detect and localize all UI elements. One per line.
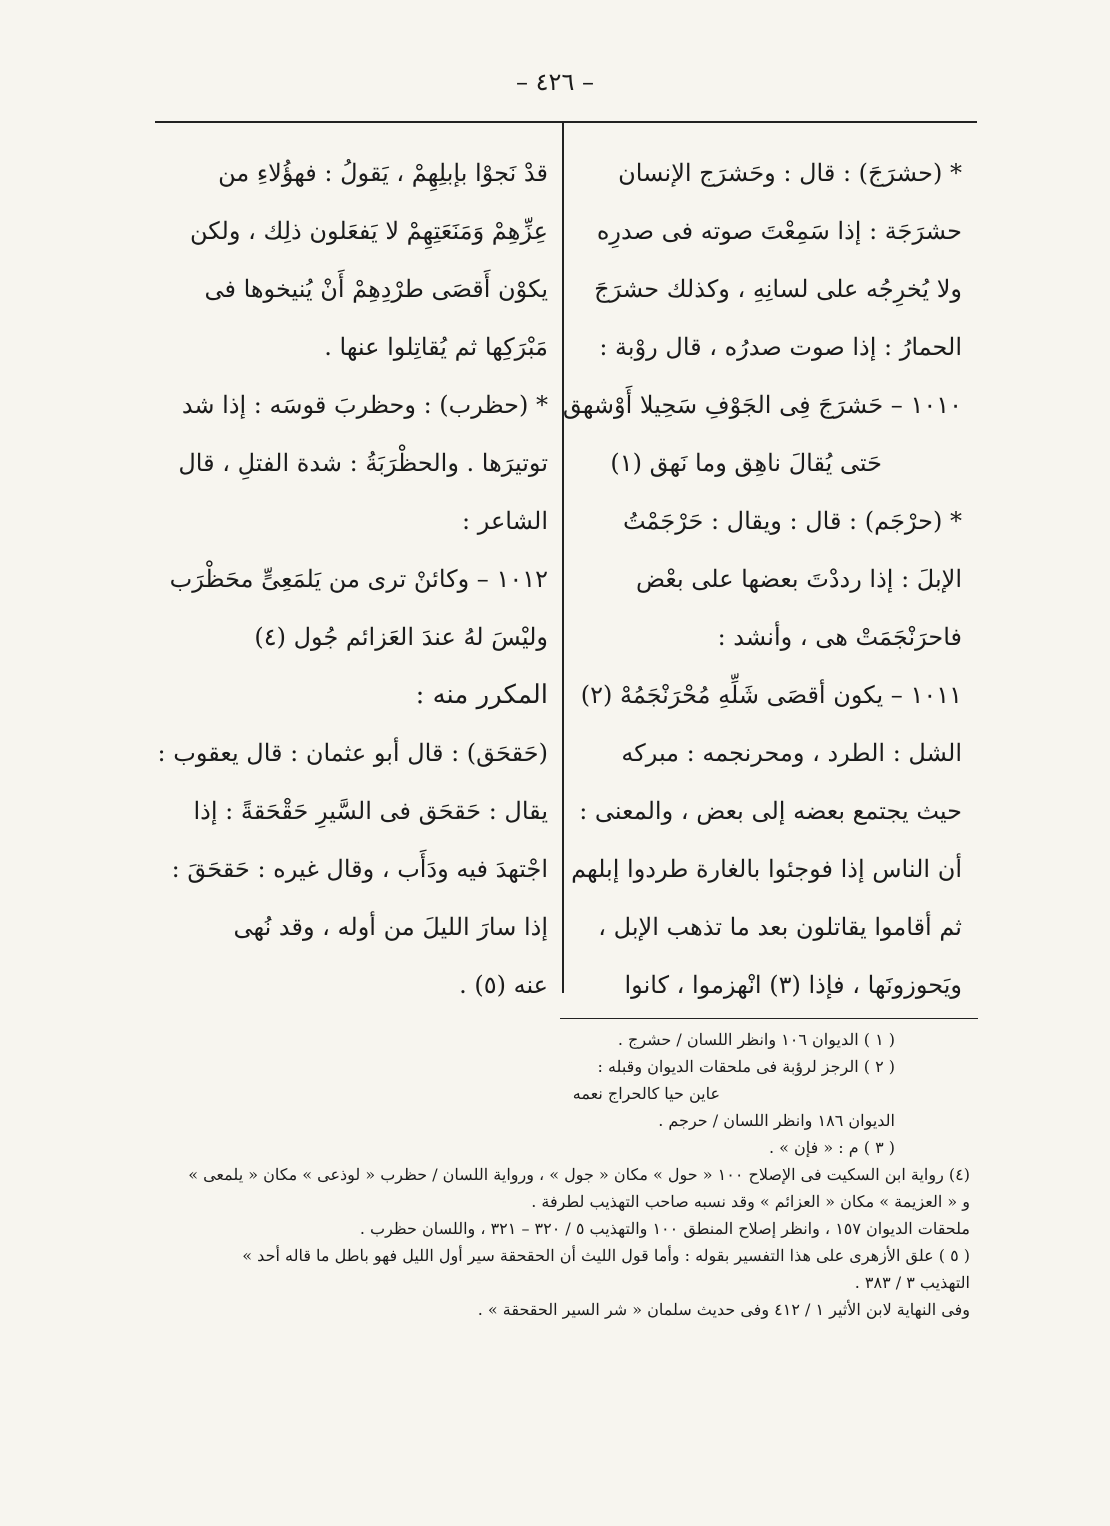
text-line: اجْتهدَ فيه ودَأَب ، وقال غيره : حَقحَقَ : [171, 855, 548, 883]
text-line: ويَحوزونَها ، فإذا (٣) انْهزموا ، كانوا [624, 971, 962, 999]
text-line: يكوْن أَقصَى طرْدِهِمْ أَنْ يُنيخوها فى [204, 275, 548, 303]
footnote: و « العزيمة » مكان « العزائم » وقد نسبه صاحب التهذيب لطرفة . [531, 1192, 970, 1211]
footnote: التهذيب ٣ / ٣٨٣ . [854, 1273, 970, 1292]
text-line: توتيرَها . والحظْرَبَةُ : شدة الفتلِ ، قال [178, 449, 548, 477]
right-column [562, 148, 962, 1018]
text-line: يقال : حَقحَق فى السَّيرِ حَقْحَقةً : إذا [193, 797, 548, 825]
text-line: ولا يُخرِجُه على لسانِهِ ، وكذلك حشرَجَ [594, 275, 962, 303]
footnotes [155, 1026, 970, 1323]
verse-line: ١٠١٢ – وكائنْ ترى من يَلمَعِىٍّ محَظْرَب [169, 565, 548, 593]
verse-line: ١٠١٠ – حَشرَجَ فِى الجَوْفِ سَحِيلا أَوْشهق [562, 391, 962, 419]
verse-line: حَتى يُقالَ ناهِق وما نَهق (١) [610, 449, 882, 477]
column-divider [562, 123, 564, 993]
footnote-rule [560, 1018, 978, 1019]
text-line: قدْ نَجوْا بإبلِهِمْ ، يَقولُ : فهؤُلاءِ من [218, 159, 548, 187]
footnote-verse: عاين حيا كالحراج نعمه [572, 1084, 720, 1103]
footnote: ( ٥ ) علق الأزهرى على هذا التفسير بقوله : وأما قول الليث أن الحقحقة سير أول الليل فهو باطل ما قاله أحد » [242, 1246, 970, 1265]
text-line: الشاعر : [462, 507, 548, 535]
footnote: (٤) رواية ابن السكيت فى الإصلاح ١٠٠ « حول » مكان « جول » ، ورواية اللسان / حظرب « لوذعى » مكان « يلمعى » [188, 1165, 970, 1184]
text-line: حيث يجتمع بعضه إلى بعض ، والمعنى : [579, 797, 962, 825]
text-line: فاحرَنْجَمَتْ هى ، وأنشد : [717, 623, 962, 651]
text-line: * (حشرَجَ) : قال : وحَشرَج الإنسان [618, 159, 962, 187]
text-line: ثم أقاموا يقاتلون بعد ما تذهب الإبل ، [598, 913, 962, 941]
text-line: حشرَجَة : إذا سَمِعْتَ صوته فى صدرِه [596, 217, 962, 245]
left-column [158, 148, 548, 1018]
text-line: عنه (٥) . [459, 971, 548, 999]
section-heading: المكرر منه : [415, 680, 548, 710]
text-line: مَبْرَكِها ثم يُقاتِلوا عنها . [324, 333, 548, 361]
text-line: عِزِّهِمْ وَمَنَعَتِهِمْ لا يَفعَلون ذلِك ، ولكن [190, 217, 548, 245]
text-line: الإبلَ : إذا رددْتَ بعضها على بعْض [635, 565, 962, 593]
footnote: ( ٢ ) الرجز لرؤبة فى ملحقات الديوان وقبله : [597, 1057, 895, 1076]
footnote: وفى النهاية لابن الأثير ١ / ٤١٢ وفى حديث سلمان « شر السير الحقحقة » . [477, 1300, 970, 1319]
text-line: أن الناس إذا فوجئوا بالغارة طردوا إبلهم [571, 855, 962, 883]
entry-heading: * (حظرب) : وحظربَ قوسَه : إذا شد [181, 391, 548, 419]
footnote: ( ١ ) الديوان ١٠٦ وانظر اللسان / حشرج . [617, 1030, 895, 1049]
verse-line: ١٠١١ – يكون أقصَى شَلِّهِ مُحْرَنْجَمُهْ (٢) [580, 681, 962, 709]
text-line: الحمارُ : إذا صوت صدرُه ، قال روْبة : [599, 333, 962, 361]
footnote: ملحقات الديوان ١٥٧ ، وانظر إصلاح المنطق ١٠٠ والتهذيب ٥ / ٣٢٠ – ٣٢١ ، واللسان حظرب . [359, 1219, 970, 1238]
text-line: الشل : الطرد ، ومحرنجمه : مبركه [621, 739, 962, 767]
footnote: الديوان ١٨٦ وانظر اللسان / حرجم . [658, 1111, 895, 1130]
entry-heading: (حَقحَق) : قال أبو عثمان : قال يعقوب : [157, 739, 548, 767]
page-number: – ٤٢٦ – [516, 68, 594, 96]
footnote: ( ٣ ) م : « فإن » . [769, 1138, 895, 1157]
entry-heading: * (حرْجَم) : قال : ويقال : حَرْجَمْتُ [622, 507, 962, 535]
header-rule [155, 121, 977, 123]
verse-line: وليْسَ لهُ عندَ العَزائم جُول (٤) [254, 623, 548, 651]
text-line: إذا سارَ الليلَ من أوله ، وقد نُهى [233, 913, 548, 941]
